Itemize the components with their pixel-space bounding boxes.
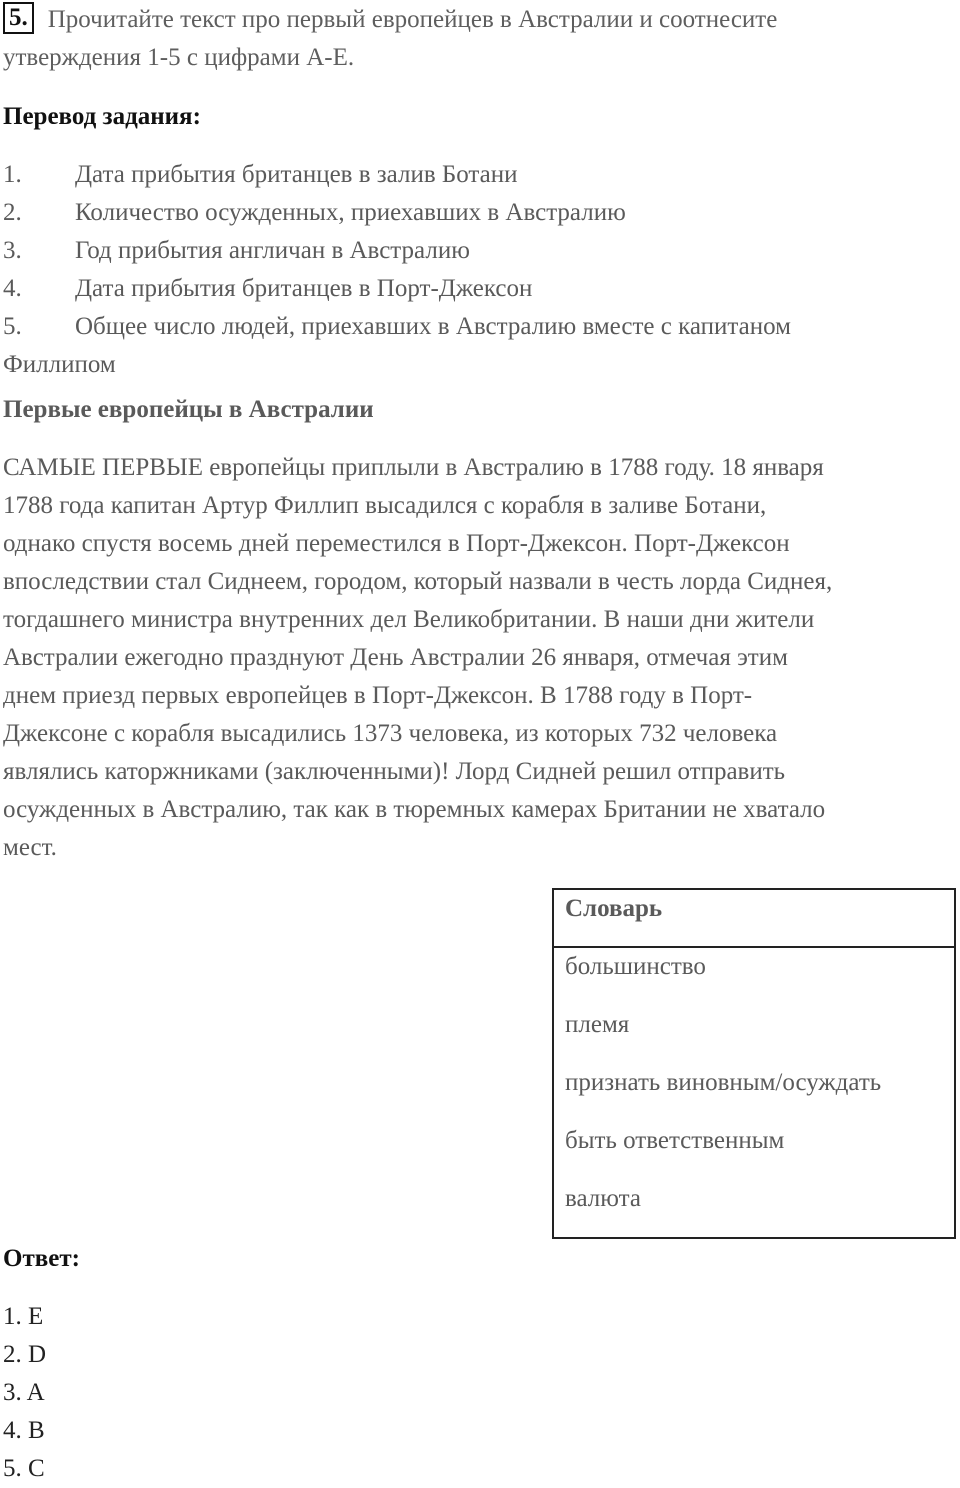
list-item-number: 1.: [3, 161, 22, 188]
article-line: однако спустя восемь дней переместился в Порт-Джексон. Порт-Джексон: [3, 530, 790, 557]
article-line: днем приезд первых европейцев в Порт-Джексон. В 1788 году в Порт-: [3, 682, 753, 709]
list-item-number: 5.: [3, 313, 22, 340]
task-instruction-line-2: утверждения 1-5 с цифрами A-E.: [3, 44, 355, 71]
translation-heading: Перевод задания:: [3, 103, 201, 130]
vocabulary-item: признать виновным/осуждать: [565, 1069, 882, 1096]
article-line: осужденных в Австралию, так как в тюремных камерах Британии не хватало: [3, 796, 826, 823]
list-item-number: 4.: [3, 275, 22, 302]
vocabulary-item: быть ответственным: [565, 1127, 785, 1154]
article-body: [3, 449, 958, 867]
vocabulary-item: племя: [565, 1011, 630, 1038]
article-line: впоследствии стал Сиднеем, городом, который назвали в честь лорда Сиднея,: [3, 568, 833, 595]
list-item-text: Общее число людей, приехавших в Австралию вместе с капитаном: [75, 313, 791, 340]
task-instruction-text: Прочитайте текст про первый европейцев в Австралии и соотнесите: [47, 6, 778, 33]
vocabulary-box: [552, 888, 956, 1239]
vocabulary-item: большинство: [565, 953, 706, 980]
list-item-number: 3.: [3, 237, 22, 264]
answer-heading: Ответ:: [3, 1245, 80, 1272]
task-instruction-line-1: [3, 1, 953, 39]
answer-item: 4. B: [3, 1417, 45, 1444]
article-title: Первые европейцы в Австралии: [3, 396, 374, 423]
list-item: [3, 308, 953, 346]
list-item-text: Год прибытия англичан в Австралию: [75, 237, 470, 264]
article-line: Джексоне с корабля высадились 1373 человека, из которых 732 человека: [3, 720, 778, 747]
list-item: [3, 270, 953, 308]
vocabulary-title: Словарь: [554, 890, 954, 948]
article-line: тогдашнего министра внутренних дел Великобритании. В наши дни жители: [3, 606, 815, 633]
list-item-text: Дата прибытия британцев в Порт-Джексон: [75, 275, 533, 302]
article-line: САМЫЕ ПЕРВЫЕ европейцы приплыли в Австралию в 1788 году. 18 января: [3, 454, 824, 481]
article-line: мест.: [3, 834, 57, 861]
answer-item: 1. E: [3, 1303, 44, 1330]
task-number: 5.: [3, 2, 34, 34]
list-item-text: Дата прибытия британцев в залив Ботани: [75, 161, 518, 188]
answer-item: 3. A: [3, 1379, 45, 1406]
answer-item: 5. C: [3, 1455, 45, 1482]
answer-item: 2. D: [3, 1341, 47, 1368]
vocabulary-item: валюта: [565, 1185, 641, 1212]
translation-list: [3, 156, 953, 384]
list-item: [3, 194, 953, 232]
list-item: [3, 156, 953, 194]
article-line: являлись каторжниками (заключенными)! Лорд Сидней решил отправить: [3, 758, 786, 785]
list-item-continuation: Филлипом: [3, 351, 116, 378]
article-line: Австралии ежегодно празднуют День Австралии 26 января, отмечая этим: [3, 644, 788, 671]
task-instruction: [3, 1, 953, 77]
article-line: 1788 года капитан Артур Филлип высадился с корабля в заливе Ботани,: [3, 492, 767, 519]
answer-list: [3, 1298, 46, 1488]
list-item-number: 2.: [3, 199, 22, 226]
list-item: [3, 232, 953, 270]
vocabulary-list: [554, 948, 954, 1238]
list-item-text: Количество осужденных, приехавших в Австралию: [75, 199, 626, 226]
